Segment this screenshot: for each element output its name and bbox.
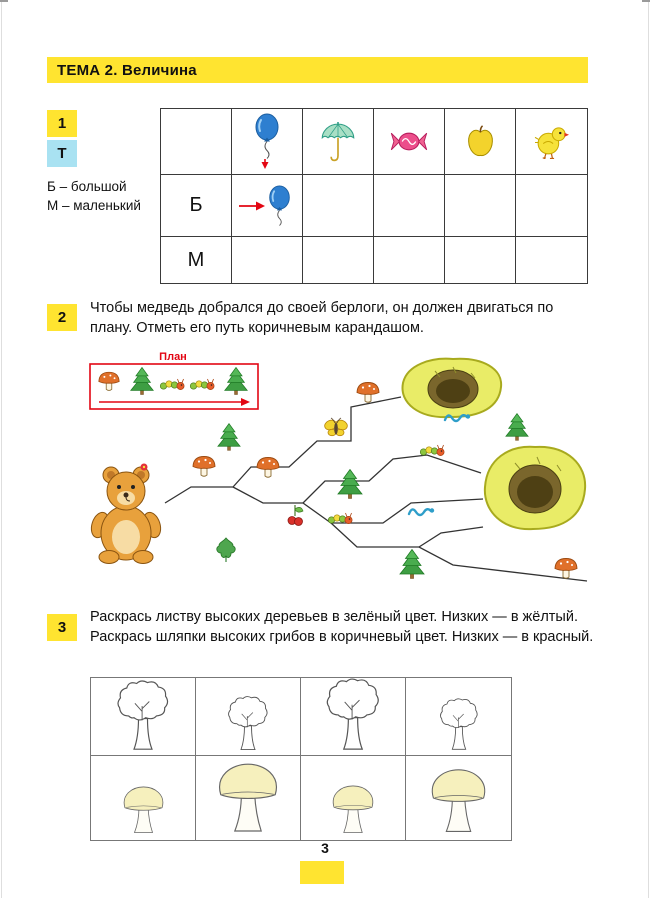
fir-tree-icon (131, 367, 153, 394)
tall-tree-icon (301, 678, 406, 756)
fir-tree-icon (506, 414, 528, 441)
task-2-instruction: Чтобы медведь добрался до своей берлоги, он должен двигаться по плану. Отметь его путь коричневым карандашом. (90, 300, 554, 336)
footer-yellow-box (300, 861, 344, 884)
mushroom-icon (193, 457, 215, 477)
task-2-number: 2 (47, 304, 77, 331)
answer-cell (303, 237, 374, 283)
legend-small: М – маленький (47, 198, 141, 213)
caterpillar-icon (190, 379, 214, 390)
balloon-icon (232, 109, 303, 175)
apple-icon (445, 109, 516, 175)
balloon-example-icon (232, 175, 303, 237)
row-label-big: Б (161, 175, 232, 237)
answer-cell (445, 237, 516, 283)
mushroom-icon (555, 559, 577, 579)
table-cell-empty (161, 109, 232, 175)
row-label-small: М (161, 237, 232, 283)
tall-tree-icon (91, 678, 196, 756)
caterpillar-icon (420, 445, 444, 456)
task-1-number: 1 (47, 110, 77, 137)
butterfly-icon (323, 418, 349, 436)
short-tree-icon (196, 678, 301, 756)
snake-icon (409, 508, 434, 515)
mushroom-icon (257, 458, 279, 478)
answer-cell (232, 237, 303, 283)
legend-big: Б – большой (47, 179, 127, 194)
answer-cell (374, 237, 445, 283)
task-3-number: 3 (47, 614, 77, 641)
den-right (485, 447, 585, 529)
chick-icon (516, 109, 587, 175)
mushroom-icon (357, 383, 379, 403)
answer-cell (445, 175, 516, 237)
berries-icon (288, 505, 303, 526)
task-1-marker: Т (47, 140, 77, 167)
size-table (160, 108, 588, 284)
task-1-legend (47, 177, 141, 215)
trim-tick-left (0, 0, 8, 2)
tall-mushroom-icon (196, 756, 301, 840)
page-title: ТЕМА 2. Величина (47, 57, 588, 83)
trim-tick-right (642, 0, 650, 2)
fir-tree-icon (400, 550, 424, 579)
task-3-instruction: Раскрась листву высоких деревьев в зелёный цвет. Низких — в жёлтый. Раскрась шляпки высоких грибов в коричневый цвет. Низких — в красный. (90, 609, 594, 645)
answer-cell (374, 175, 445, 237)
short-mushroom-icon (301, 756, 406, 840)
caterpillar-icon (160, 379, 184, 390)
fir-tree-icon (338, 470, 362, 499)
plan-box (90, 351, 258, 409)
answer-cell (516, 237, 587, 283)
leaf-icon (217, 538, 235, 562)
fir-tree-icon (218, 424, 240, 451)
plan-label: План (159, 351, 187, 363)
candy-icon (374, 109, 445, 175)
trees-mushrooms-table (90, 677, 512, 841)
page-trim-right (648, 0, 649, 898)
mushroom-icon (99, 372, 119, 390)
scene-canvas (85, 351, 590, 597)
answer-cell (516, 175, 587, 237)
tall-mushroom-icon (406, 756, 511, 840)
answer-cell (303, 175, 374, 237)
bear-figure (88, 464, 163, 564)
umbrella-icon (303, 109, 374, 175)
caterpillar-icon (328, 513, 352, 524)
page-trim-left (1, 0, 2, 898)
den-top (402, 359, 501, 417)
fir-tree-icon (225, 367, 247, 394)
page-number: 3 (321, 840, 329, 856)
short-mushroom-icon (91, 756, 196, 840)
bear-maze-scene (85, 351, 590, 597)
short-tree-icon (406, 678, 511, 756)
